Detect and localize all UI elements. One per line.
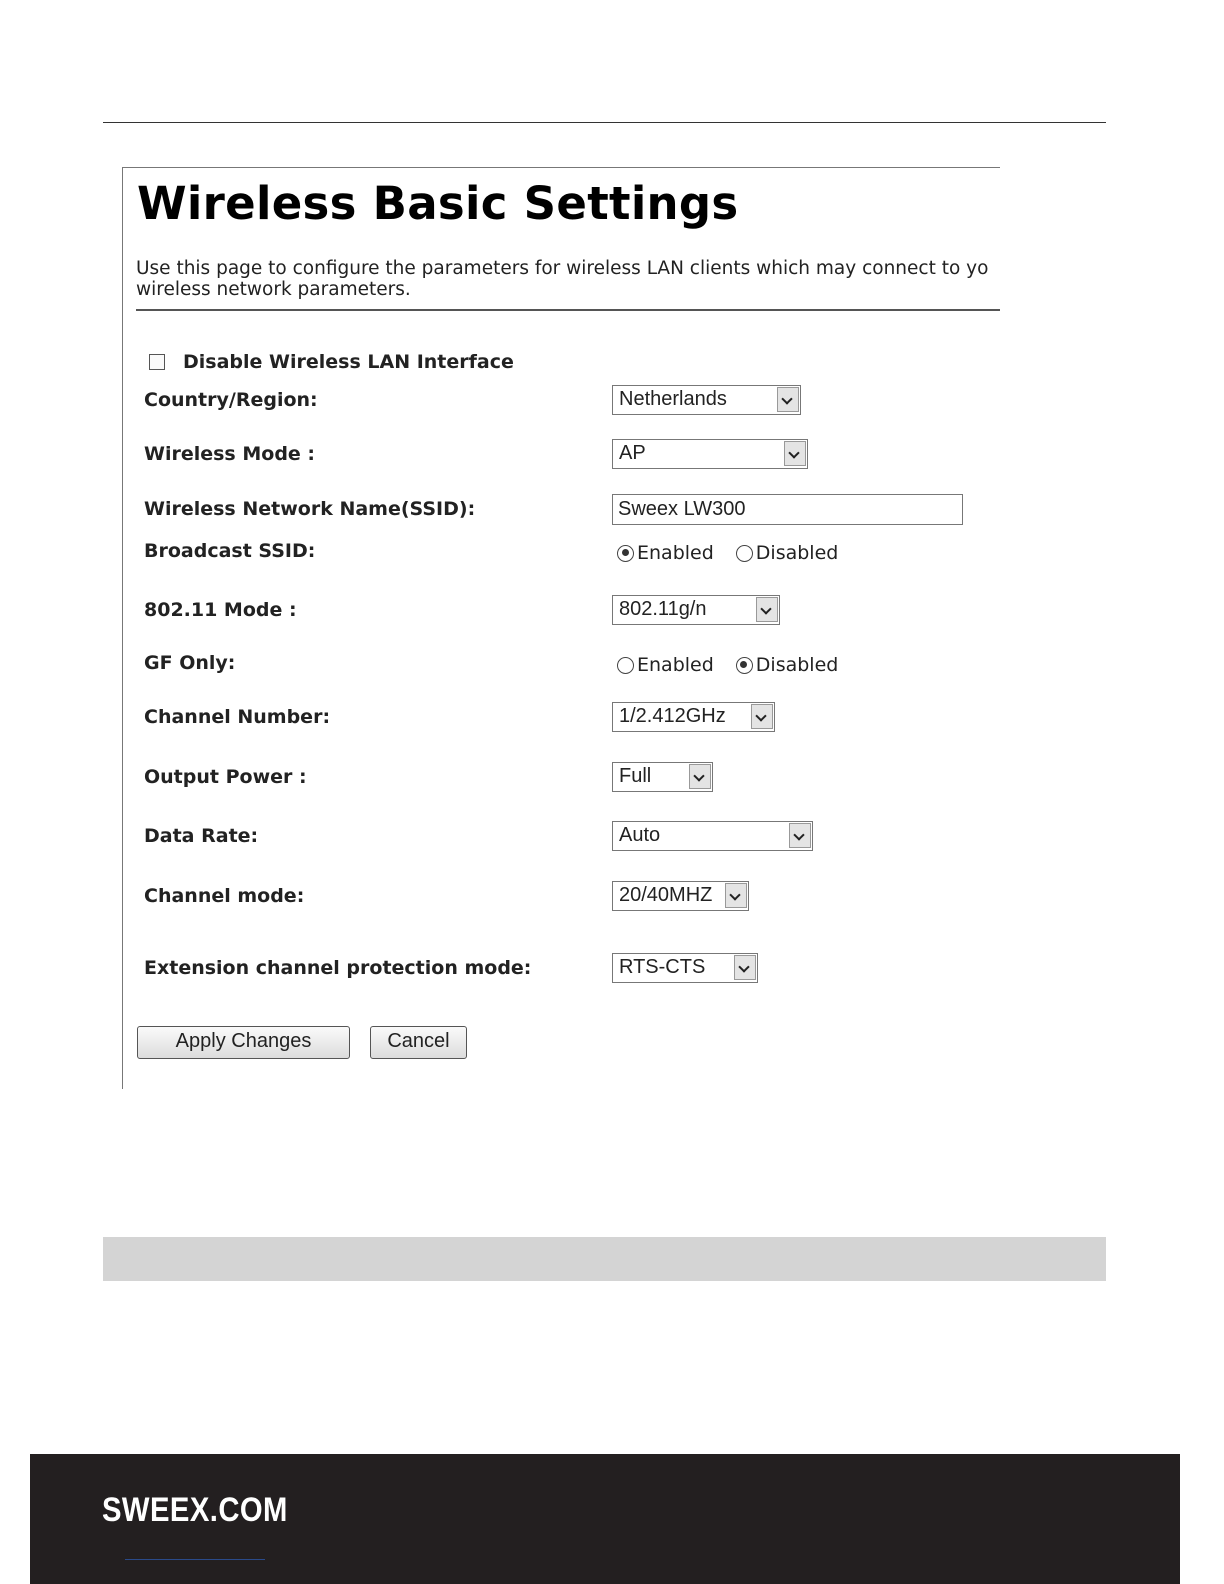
country-select[interactable]: Netherlands xyxy=(612,385,801,415)
gf-only-label: GF Only: xyxy=(144,652,236,674)
disable-wlan-label: Disable Wireless LAN Interface xyxy=(183,351,514,373)
router-settings-screenshot xyxy=(122,167,1000,1089)
broadcast-ssid-radio-group xyxy=(617,542,860,564)
country-label: Country/Region: xyxy=(144,389,318,411)
data-rate-select[interactable]: Auto xyxy=(612,821,813,851)
dropdown-arrow-icon xyxy=(784,441,806,466)
broadcast-ssid-enabled-option[interactable]: Enabled xyxy=(617,542,714,564)
cancel-button[interactable]: Cancel xyxy=(370,1026,467,1059)
wireless-mode-select[interactable]: AP xyxy=(612,439,808,469)
channel-number-label: Channel Number: xyxy=(144,706,331,728)
gf-only-disabled-option[interactable]: Disabled xyxy=(736,654,839,676)
channel-mode-label: Channel mode: xyxy=(144,885,305,907)
brand-underline xyxy=(125,1559,265,1560)
dropdown-arrow-icon xyxy=(734,955,756,980)
output-power-label: Output Power : xyxy=(144,766,307,788)
output-power-select[interactable]: Full xyxy=(612,762,713,792)
dropdown-arrow-icon xyxy=(756,597,778,622)
radio-icon[interactable] xyxy=(617,545,634,562)
channel-number-select[interactable]: 1/2.412GHz xyxy=(612,702,775,732)
disable-wlan-row[interactable] xyxy=(149,351,514,373)
brand-logo: SWEEX.COM xyxy=(102,1491,288,1529)
mode-80211-select[interactable]: 802.11g/n xyxy=(612,595,780,625)
mode-80211-label: 802.11 Mode : xyxy=(144,599,297,621)
radio-icon[interactable] xyxy=(617,657,634,674)
dropdown-arrow-icon xyxy=(789,823,811,848)
wireless-mode-label: Wireless Mode : xyxy=(144,443,316,465)
broadcast-ssid-label: Broadcast SSID: xyxy=(144,540,316,562)
dropdown-arrow-icon xyxy=(725,883,747,908)
footer xyxy=(30,1454,1180,1584)
page-description: Use this page to configure the parameters for wireless LAN clients which may connect to yo wireless network parameters. xyxy=(136,258,989,300)
channel-mode-select[interactable]: 20/40MHZ xyxy=(612,881,749,911)
radio-icon[interactable] xyxy=(736,545,753,562)
page-title: Wireless Basic Settings xyxy=(137,177,739,230)
ssid-input[interactable]: Sweex LW300 xyxy=(612,494,963,525)
dropdown-arrow-icon xyxy=(777,387,799,412)
dropdown-arrow-icon xyxy=(689,764,711,789)
disable-wlan-checkbox[interactable] xyxy=(149,354,165,370)
gf-only-enabled-option[interactable]: Enabled xyxy=(617,654,714,676)
gf-only-radio-group xyxy=(617,654,860,676)
ext-protection-select[interactable]: RTS-CTS xyxy=(612,953,758,983)
top-rule xyxy=(103,122,1106,123)
ext-protection-label: Extension channel protection mode: xyxy=(144,957,532,979)
dropdown-arrow-icon xyxy=(751,704,773,729)
broadcast-ssid-disabled-option[interactable]: Disabled xyxy=(736,542,839,564)
ssid-label: Wireless Network Name(SSID): xyxy=(144,498,476,520)
data-rate-label: Data Rate: xyxy=(144,825,259,847)
title-separator xyxy=(136,309,1000,311)
section-bar xyxy=(103,1237,1106,1281)
radio-icon[interactable] xyxy=(736,657,753,674)
apply-changes-button[interactable]: Apply Changes xyxy=(137,1026,350,1059)
